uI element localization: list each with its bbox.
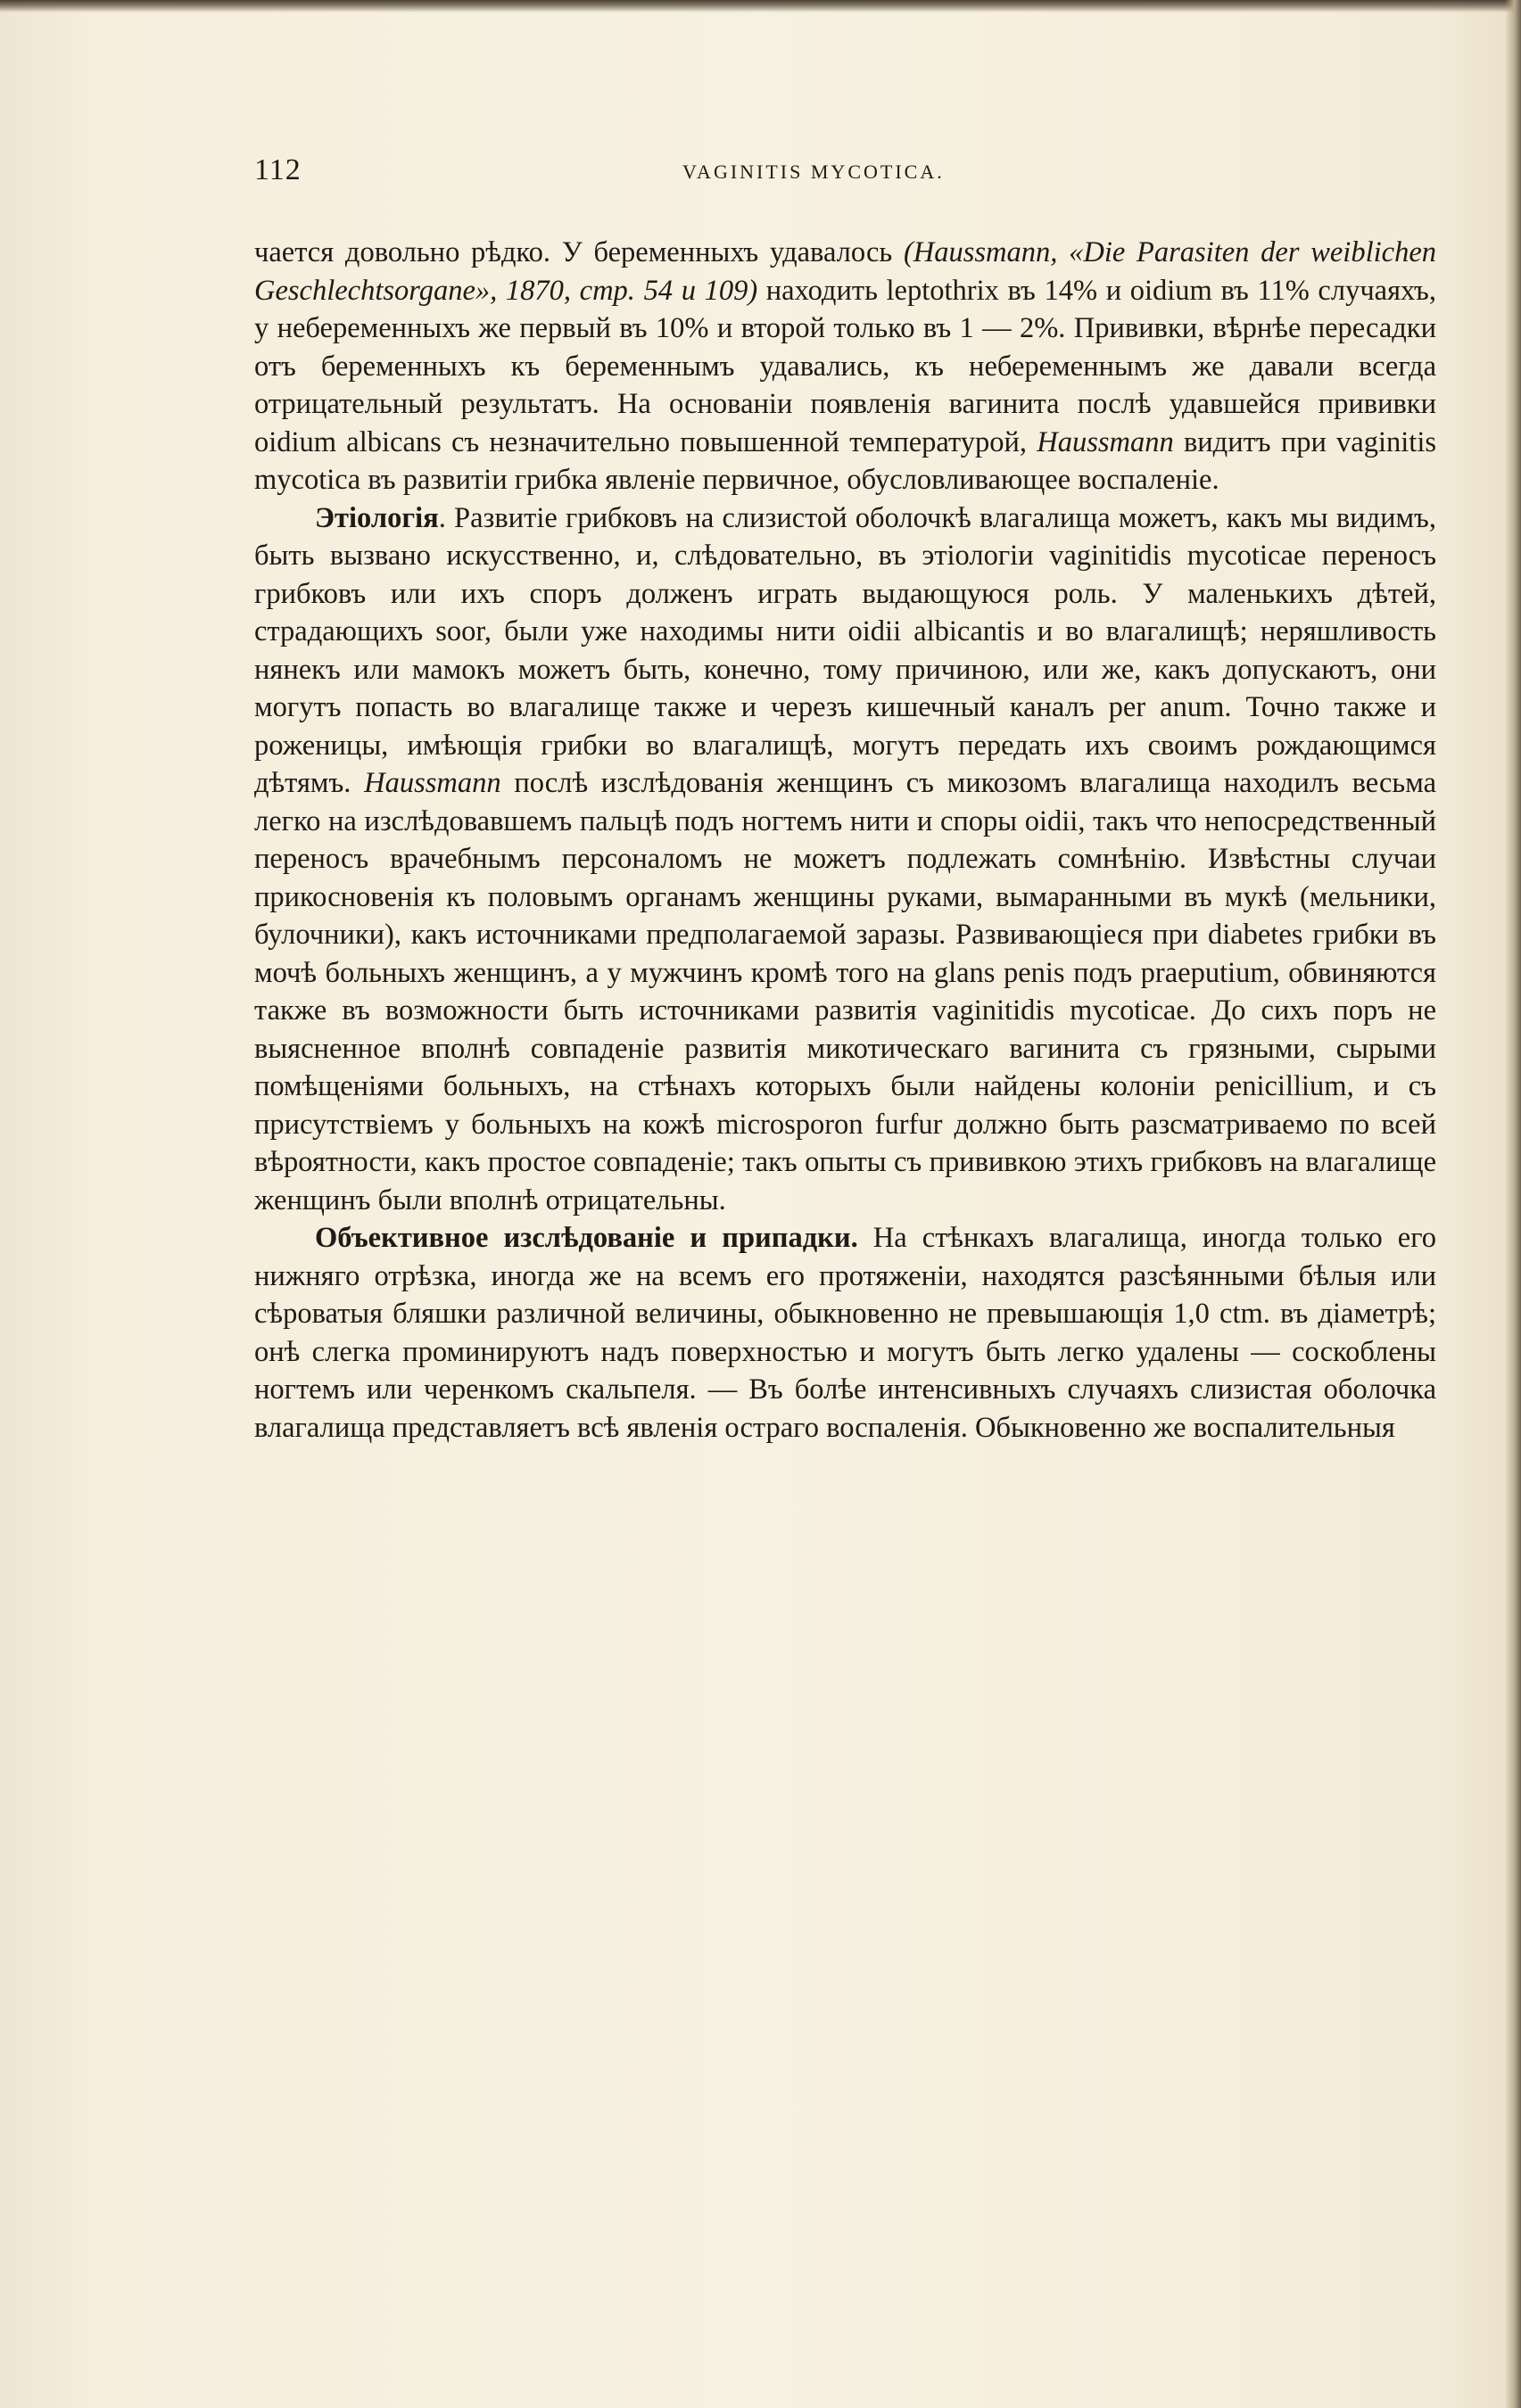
paragraph-etiology bbox=[254, 499, 1436, 1220]
page-top-shadow bbox=[0, 0, 1521, 12]
citation: (Haussmann, «Die Parasiten der weiblichen Geschlechtsorgane», 1870, стр. 54 и 109) bbox=[254, 236, 1436, 307]
section-heading-etiology: Этіологія bbox=[315, 501, 439, 534]
page-number: 112 bbox=[254, 153, 302, 186]
page-right-edge bbox=[1505, 0, 1521, 2408]
page-header bbox=[254, 153, 1436, 198]
section-heading-examination: Объективное изслѣдованіе и припадки. bbox=[315, 1222, 858, 1254]
paragraph-continued bbox=[254, 234, 1436, 499]
text-segment: На стѣнкахъ влагалища, иногда только его нижняго отрѣзка, иногда же на всемъ его протяженіи, находятся разсѣянными бѣлыя или сѣроватыя бляшки различной величины, обыкновенно не превышающія 1,0 ctm. въ діаметрѣ; онѣ слегка проминируютъ надъ поверхностью и могутъ быть легко удалены — соскоблены ногтемъ или черенкомъ скальпеля. — Въ болѣе интенсивныхъ случаяхъ слизистая оболочка влагалища представляетъ всѣ явленія остраго воспаленія. Обыкновенно же воспалительныя bbox=[254, 1222, 1436, 1444]
author-name: Haussmann bbox=[1037, 425, 1174, 458]
text-segment: находить leptothrix въ 14% и oidium въ 11% случаяхъ, у небеременныхъ же первый въ 10% и второй только въ 1 — 2%. Прививки, вѣрнѣе пересадки отъ беременныхъ къ беременнымъ удавались, къ небеременнымъ же давали всегда отрицательный результатъ. На основаніи появленія вагинита послѣ удавшейся прививки oidium albicans съ незначительно повышенной температурой, bbox=[254, 274, 1436, 458]
paragraph-examination bbox=[254, 1219, 1436, 1447]
text-segment: . Развитіе грибковъ на слизистой оболочкѣ влагалища можетъ, какъ мы видимъ, быть вызвано искусственно, и, слѣдовательно, въ этіологіи vaginitidis mycoticae переносъ грибковъ или ихъ споръ долженъ играть выдающуюся роль. У маленькихъ дѣтей, страдающихъ soor, были уже находимы нити oidii albicantis и во влагалищѣ; неряшливость нянекъ или мамокъ можетъ быть, конечно, тому причиною, или же, какъ допускаютъ, они могутъ попасть во влагалище также и черезъ кишечный каналъ per anum. Точно также и роженицы, имѣющія грибки во влагалищѣ, могутъ передать ихъ своимъ рождающимся дѣтямъ. bbox=[254, 501, 1436, 799]
text-segment: чается довольно рѣдко. У беременныхъ удавалось bbox=[254, 236, 904, 268]
body-text bbox=[254, 234, 1436, 1447]
text-segment: послѣ изслѣдованія женщинъ съ микозомъ влагалища находилъ весьма легко на изслѣдовавшемъ пальцѣ подъ ногтемъ нити и споры oidii, такъ что непосредственный переносъ врачебнымъ персоналомъ не можетъ подлежать сомнѣнію. Извѣстны случаи прикосновенія къ половымъ органамъ женщины руками, вымаранными въ мукѣ (мельники, булочники), какъ источниками предполагаемой заразы. Развивающіеся при diabetes грибки въ мочѣ больныхъ женщинъ, а у мужчинъ кромѣ того на glans penis подъ praeputium, обвиняются также въ возможности быть источниками развитія vaginitidis mycoticae. До сихъ поръ не выясненное вполнѣ совпаденіе развитія микотическаго вагинита съ грязными, сырыми помѣщеніями больныхъ, на стѣнахъ которыхъ были найдены колоніи penicillium, и съ присутствіемъ у больныхъ на кожѣ microsporon furfur должно быть разсматриваемо по всей вѣроятности, какъ простое совпаденіе; такъ опыты съ прививкою этихъ грибковъ на влагалище женщинъ были вполнѣ отрицательны. bbox=[254, 767, 1436, 1216]
text-segment: видитъ при vaginitis mycotica въ развитіи грибка явленіе первичное, обусловливающее воспаленіе. bbox=[254, 425, 1436, 496]
author-name: Haussmann bbox=[364, 767, 501, 799]
running-title: VAGINITIS MYCOTICA. bbox=[682, 161, 945, 183]
